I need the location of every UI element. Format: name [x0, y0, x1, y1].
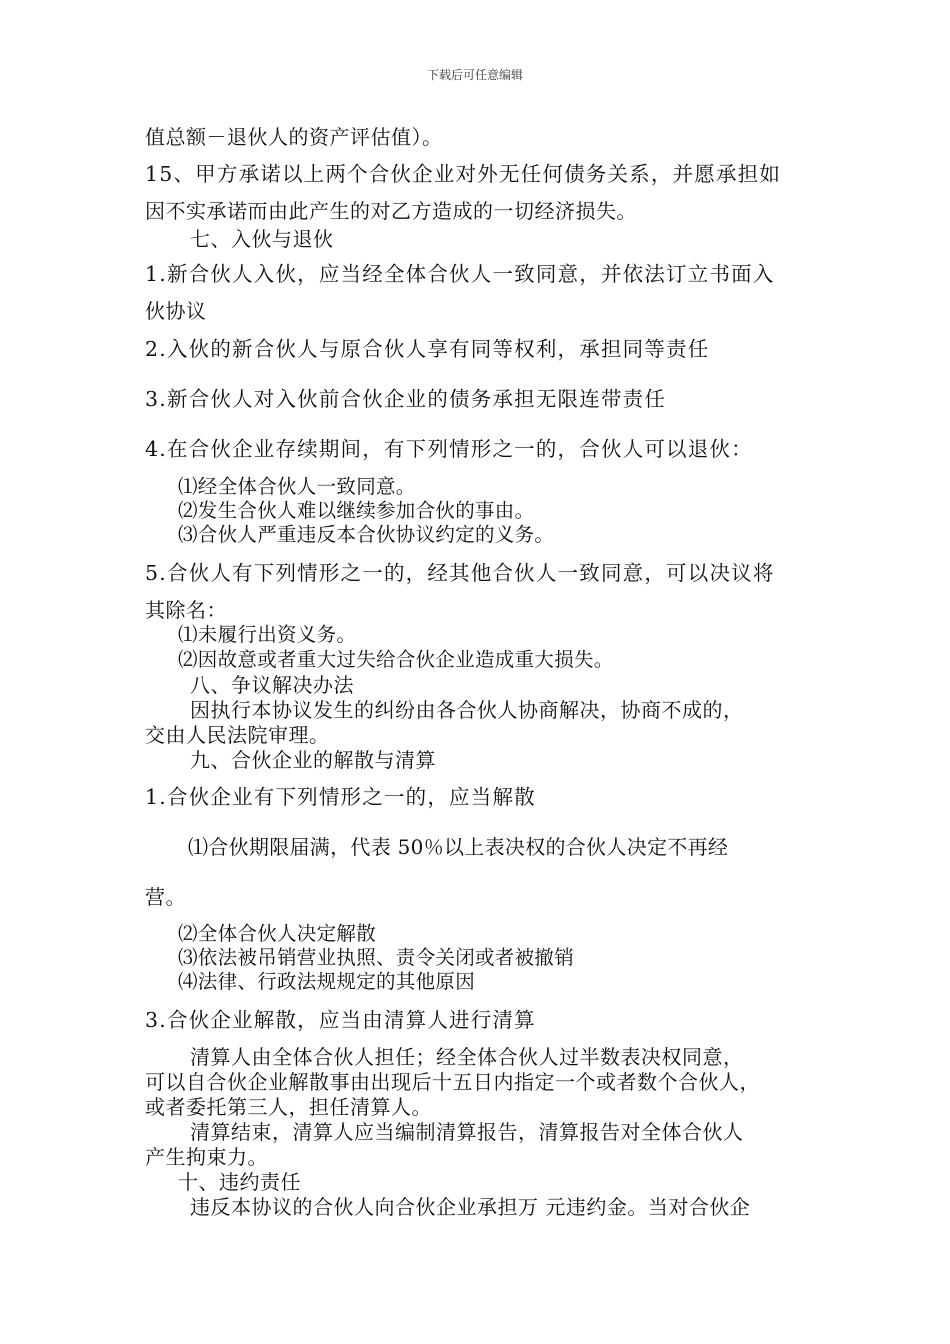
- text-line: 5.合伙人有下列情形之一的，经其他合伙人一致同意，可以决议将: [145, 561, 775, 585]
- list-item: ⑵全体合伙人决定解散: [178, 922, 377, 945]
- text-line: 交由人民法院审理。: [145, 723, 330, 747]
- text-line: 或者委托第三人，担任清算人。: [145, 1095, 432, 1119]
- text-line: 营。: [145, 885, 186, 909]
- list-item: ⑵因故意或者重大过失给合伙企业造成重大损失。: [178, 648, 614, 671]
- text-line: 可以自合伙企业解散事由出现后十五日内指定一个或者数个合伙人，: [145, 1070, 760, 1094]
- text-line: 3.新合伙人对入伙前合伙企业的债务承担无限连带责任: [145, 387, 667, 411]
- section-heading: 九、合伙企业的解散与清算: [190, 748, 436, 772]
- text-line: 3.合伙企业解散，应当由清算人进行清算: [145, 1008, 536, 1032]
- text-line: 1.新合伙人入伙，应当经全体合伙人一致同意，并依法订立书面入: [145, 262, 775, 286]
- list-item: ⑷法律、行政法规规定的其他原因: [178, 970, 476, 993]
- text-line: 4.在合伙企业存续期间，有下列情形之一的，合伙人可以退伙：: [145, 437, 753, 461]
- list-item: ⑴未履行出资义务。: [178, 623, 357, 646]
- list-item: ⑶依法被吊销营业执照、责令关闭或者被撤销: [178, 946, 575, 969]
- text-line: 其除名：: [145, 598, 227, 622]
- text-line: 清算人由全体合伙人担任；经全体合伙人过半数表决权同意，: [190, 1045, 744, 1069]
- text-line: 违反本协议的合伙人向合伙企业承担万 元违约金。当对合伙企: [190, 1195, 751, 1219]
- section-heading: 八、争议解决办法: [190, 673, 354, 697]
- text-line: 2.入伙的新合伙人与原合伙人享有同等权利，承担同等责任: [145, 337, 710, 361]
- section-heading: 七、入伙与退伙: [190, 227, 334, 251]
- text-line: 伙协议: [145, 299, 207, 323]
- text-line: 因不实承诺而由此产生的对乙方造成的一切经济损失。: [145, 199, 637, 223]
- text-line: 1.合伙企业有下列情形之一的，应当解散: [145, 785, 536, 809]
- text-line: 值总额－退伙人的资产评估值）。: [145, 125, 443, 149]
- text-line: 15、甲方承诺以上两个合伙企业对外无任何债务关系，并愿承担如: [145, 162, 782, 186]
- list-item: ⑴经全体合伙人一致同意。: [178, 475, 416, 498]
- list-item: ⑴合伙期限届满，代表 50％以上表决权的合伙人决定不再经: [188, 835, 729, 859]
- page-header: 下载后可任意编辑: [426, 68, 523, 82]
- list-item: ⑵发生合伙人难以继续参加合伙的事由。: [178, 499, 535, 522]
- text-line: 清算结束，清算人应当编制清算报告，清算报告对全体合伙人: [190, 1120, 744, 1144]
- list-item: ⑶合伙人严重违反本合伙协议约定的义务。: [178, 523, 555, 546]
- text-line: 产生拘束力。: [145, 1145, 268, 1169]
- section-heading: 十、违约责任: [178, 1170, 301, 1194]
- text-line: 因执行本协议发生的纠纷由各合伙人协商解决，协商不成的，: [190, 698, 744, 722]
